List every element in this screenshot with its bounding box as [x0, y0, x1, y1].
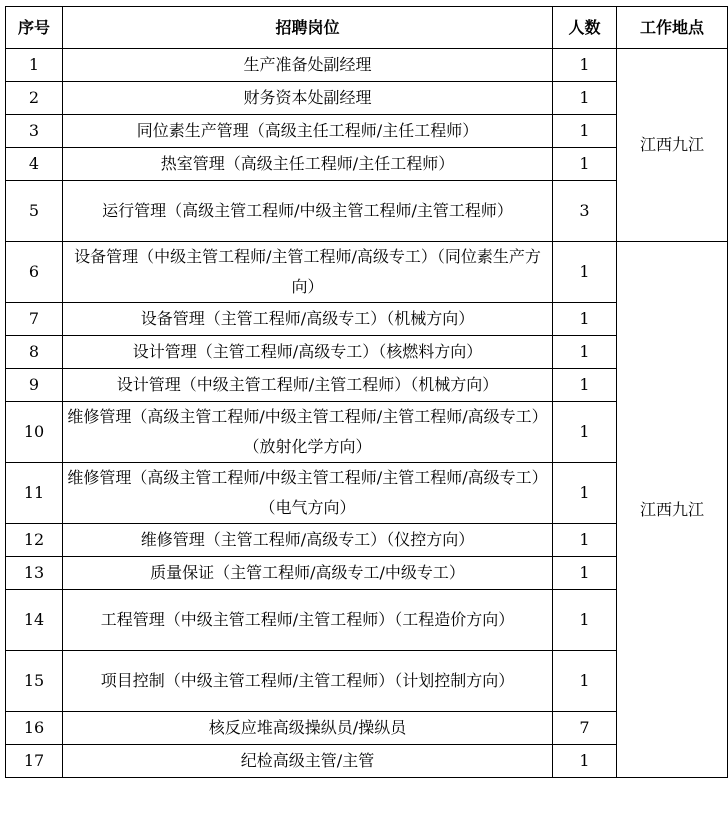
row-position: 纪检高级主管/主管	[63, 745, 553, 778]
row-position: 生产准备处副经理	[63, 49, 553, 82]
row-no: 17	[6, 745, 63, 778]
row-position: 项目控制（中级主管工程师/主管工程师）（计划控制方向）	[63, 651, 553, 712]
location-cell: 江西九江	[617, 49, 728, 242]
row-position: 设备管理（中级主管工程师/主管工程师/高级专工）（同位素生产方向）	[63, 242, 553, 303]
row-position: 核反应堆高级操纵员/操纵员	[63, 712, 553, 745]
row-position: 设备管理（主管工程师/高级专工）（机械方向）	[63, 303, 553, 336]
row-no: 6	[6, 242, 63, 303]
row-position: 质量保证（主管工程师/高级专工/中级专工）	[63, 557, 553, 590]
row-no: 4	[6, 148, 63, 181]
row-count: 1	[553, 115, 617, 148]
row-no: 13	[6, 557, 63, 590]
recruitment-table	[5, 6, 728, 778]
location-cell: 江西九江	[617, 242, 728, 778]
row-count: 1	[553, 402, 617, 463]
row-position: 同位素生产管理（高级主任工程师/主任工程师）	[63, 115, 553, 148]
row-no: 5	[6, 181, 63, 242]
row-position: 财务资本处副经理	[63, 82, 553, 115]
row-count: 7	[553, 712, 617, 745]
row-count: 1	[553, 49, 617, 82]
row-no: 9	[6, 369, 63, 402]
row-no: 15	[6, 651, 63, 712]
row-no: 3	[6, 115, 63, 148]
header-position: 招聘岗位	[63, 7, 553, 49]
row-position: 设计管理（中级主管工程师/主管工程师）（机械方向）	[63, 369, 553, 402]
table-row	[6, 49, 728, 82]
row-count: 1	[553, 336, 617, 369]
row-no: 2	[6, 82, 63, 115]
row-count: 1	[553, 242, 617, 303]
row-count: 1	[553, 524, 617, 557]
row-position: 维修管理（高级主管工程师/中级主管工程师/主管工程师/高级专工）（放射化学方向）	[63, 402, 553, 463]
row-no: 12	[6, 524, 63, 557]
row-count: 3	[553, 181, 617, 242]
row-count: 1	[553, 148, 617, 181]
row-position: 维修管理（主管工程师/高级专工）（仪控方向）	[63, 524, 553, 557]
row-count: 1	[553, 557, 617, 590]
table-header-row	[6, 7, 728, 49]
table-row	[6, 242, 728, 303]
row-no: 8	[6, 336, 63, 369]
row-no: 1	[6, 49, 63, 82]
row-position: 维修管理（高级主管工程师/中级主管工程师/主管工程师/高级专工）（电气方向）	[63, 463, 553, 524]
row-count: 1	[553, 463, 617, 524]
row-count: 1	[553, 303, 617, 336]
row-count: 1	[553, 745, 617, 778]
row-count: 1	[553, 369, 617, 402]
row-no: 14	[6, 590, 63, 651]
row-count: 1	[553, 590, 617, 651]
row-no: 7	[6, 303, 63, 336]
row-no: 11	[6, 463, 63, 524]
row-position: 设计管理（主管工程师/高级专工）（核燃料方向）	[63, 336, 553, 369]
row-position: 工程管理（中级主管工程师/主管工程师）（工程造价方向）	[63, 590, 553, 651]
row-no: 10	[6, 402, 63, 463]
header-count: 人数	[553, 7, 617, 49]
header-no: 序号	[6, 7, 63, 49]
row-no: 16	[6, 712, 63, 745]
header-location: 工作地点	[617, 7, 728, 49]
row-count: 1	[553, 82, 617, 115]
row-position: 运行管理（高级主管工程师/中级主管工程师/主管工程师）	[63, 181, 553, 242]
row-position: 热室管理（高级主任工程师/主任工程师）	[63, 148, 553, 181]
row-count: 1	[553, 651, 617, 712]
